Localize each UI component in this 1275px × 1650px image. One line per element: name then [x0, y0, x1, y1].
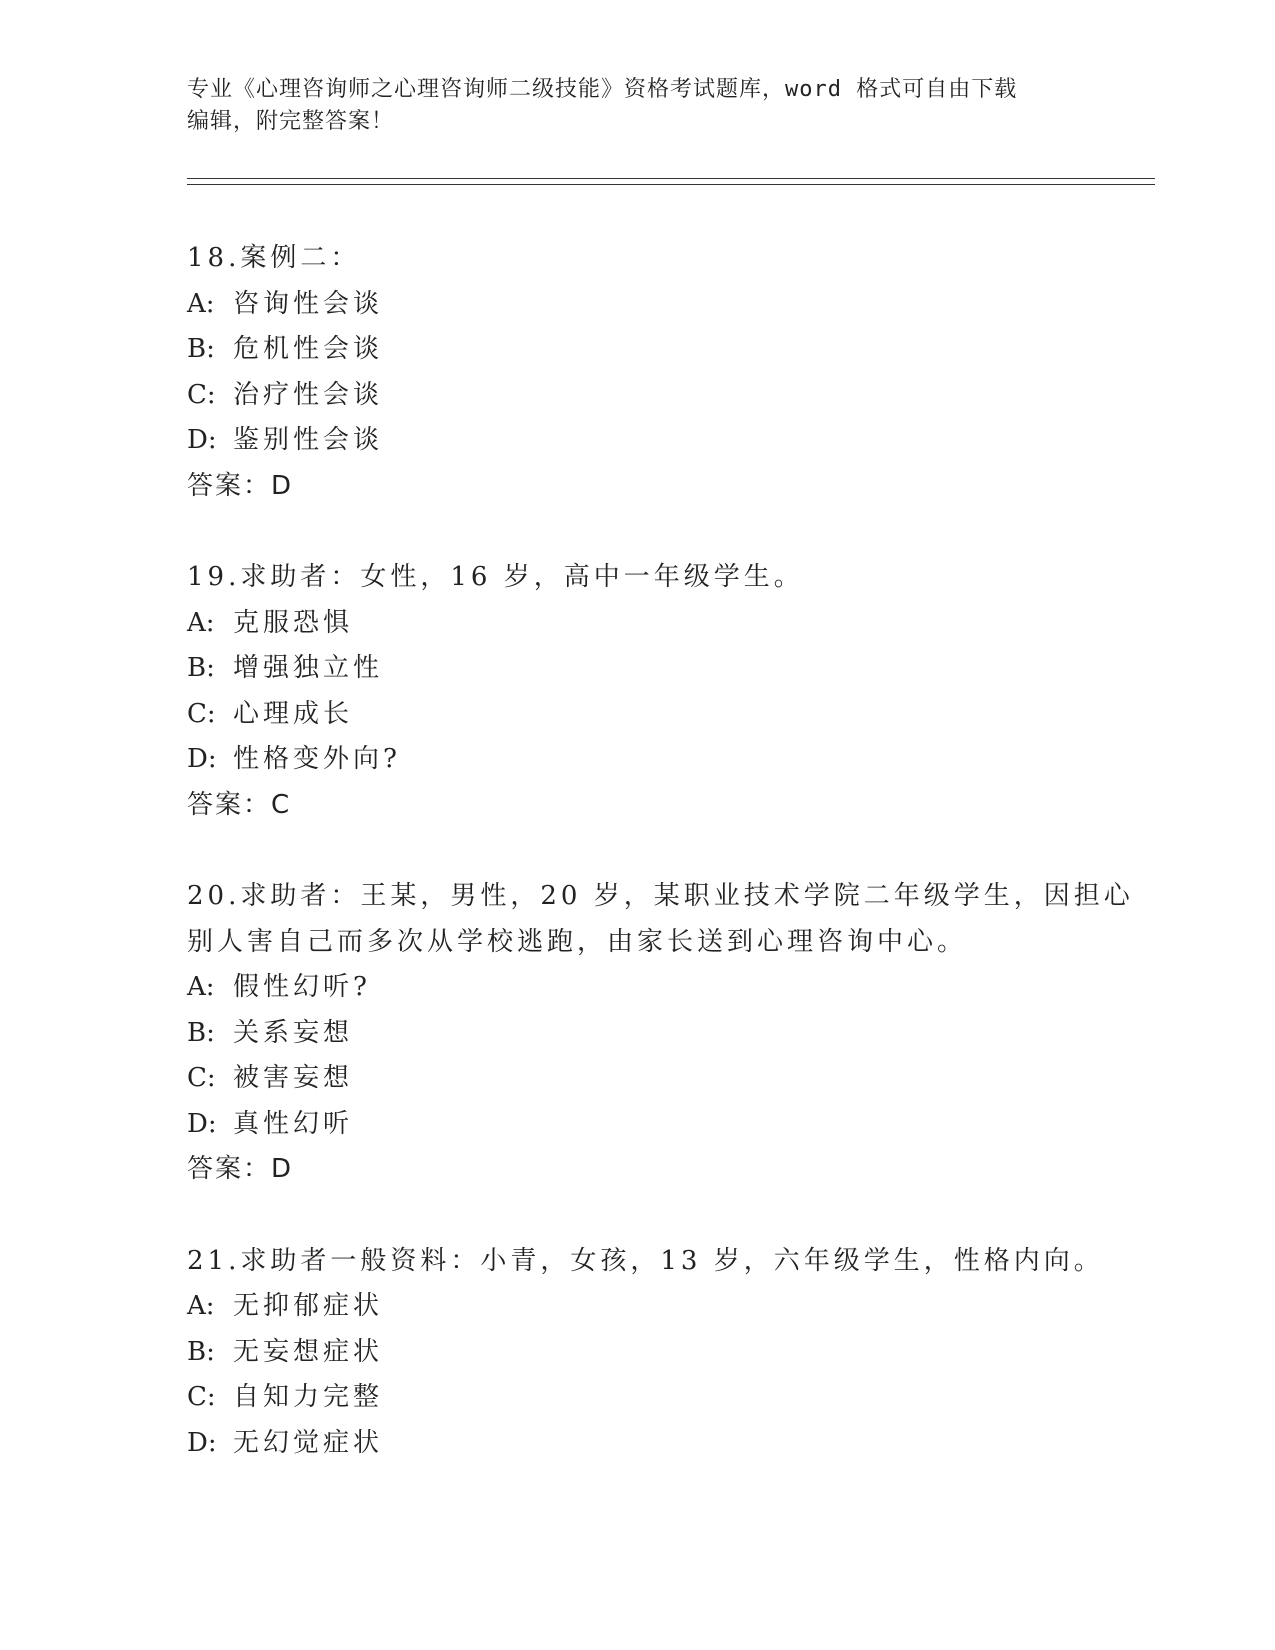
option-a: [187, 282, 1147, 328]
option-b: [187, 646, 1147, 692]
answer-line: 答案：D: [187, 1154, 294, 1184]
document-header: [187, 74, 1067, 138]
option-c: [187, 1056, 1147, 1102]
option-text: 被害妄想: [233, 1063, 354, 1093]
option-d: [187, 1102, 1147, 1148]
header-line-1: 专业《心理咨询师之心理咨询师二级技能》资格考试题库，word 格式可自由下载: [187, 77, 1018, 102]
answer-line: 答案：C: [187, 789, 292, 820]
option-text: 真性幻听: [233, 1108, 354, 1139]
question-list: [187, 236, 1147, 1512]
option-b: [187, 327, 1147, 373]
option-a: [187, 601, 1147, 647]
option-key: A:: [187, 288, 215, 319]
option-key: A:: [187, 607, 215, 638]
header-divider-top: [187, 178, 1155, 179]
option-a: [187, 965, 1147, 1011]
option-text: 无抑郁症状: [233, 1291, 384, 1321]
question-19: [187, 555, 1147, 828]
option-text: 克服恐惧: [233, 607, 354, 638]
option-c: [187, 1375, 1147, 1421]
option-key: C:: [187, 1382, 216, 1412]
option-key: D:: [187, 1427, 217, 1458]
option-key: A:: [187, 972, 215, 1002]
question-20: [187, 874, 1147, 1193]
option-text: 无幻觉症状: [233, 1427, 384, 1458]
option-text: 假性幻听?: [233, 972, 371, 1002]
answer-line: 答案：D: [187, 470, 294, 501]
option-c: [187, 373, 1147, 419]
option-text: 危机性会谈: [233, 334, 384, 364]
question-stem-line-1: 20.求助者：王某，男性，20 岁，某职业技术学院二年级学生，因担心: [187, 881, 1134, 911]
option-d: [187, 737, 1147, 783]
option-c: [187, 692, 1147, 738]
question-21: [187, 1239, 1147, 1467]
option-key: C:: [187, 379, 216, 410]
option-d: [187, 1421, 1147, 1467]
option-b: [187, 1330, 1147, 1376]
option-key: A:: [187, 1291, 215, 1321]
option-text: 治疗性会谈: [233, 379, 384, 410]
option-key: C:: [187, 698, 216, 729]
option-text: 心理成长: [233, 698, 354, 729]
header-divider-bottom: [187, 184, 1155, 185]
question-18: [187, 236, 1147, 509]
option-a: [187, 1284, 1147, 1330]
option-key: D:: [187, 744, 217, 774]
option-b: [187, 1011, 1147, 1057]
question-stem-line-2: 别人害自己而多次从学校逃跑，由家长送到心理咨询中心。: [187, 926, 968, 957]
option-text: 无妄想症状: [233, 1336, 384, 1367]
option-text: 增强独立性: [233, 653, 384, 683]
option-text: 鉴别性会谈: [233, 425, 384, 455]
option-key: B:: [187, 334, 215, 364]
option-key: D:: [187, 425, 217, 455]
option-key: C:: [187, 1063, 216, 1093]
option-text: 关系妄想: [233, 1017, 354, 1048]
option-key: B:: [187, 1017, 215, 1048]
option-key: B:: [187, 1336, 215, 1367]
option-d: [187, 418, 1147, 464]
option-text: 自知力完整: [233, 1382, 384, 1412]
option-text: 咨询性会谈: [233, 288, 384, 319]
header-line-2: 编辑，附完整答案！: [187, 109, 395, 134]
option-text: 性格变外向?: [233, 744, 401, 774]
option-key: D:: [187, 1108, 217, 1139]
question-stem: 19.求助者：女性，16 岁，高中一年级学生。: [187, 562, 804, 592]
question-stem: 18.案例二：: [187, 243, 361, 273]
option-key: B:: [187, 653, 215, 683]
question-stem: 21.求助者一般资料：小青，女孩，13 岁，六年级学生，性格内向。: [187, 1245, 1104, 1276]
